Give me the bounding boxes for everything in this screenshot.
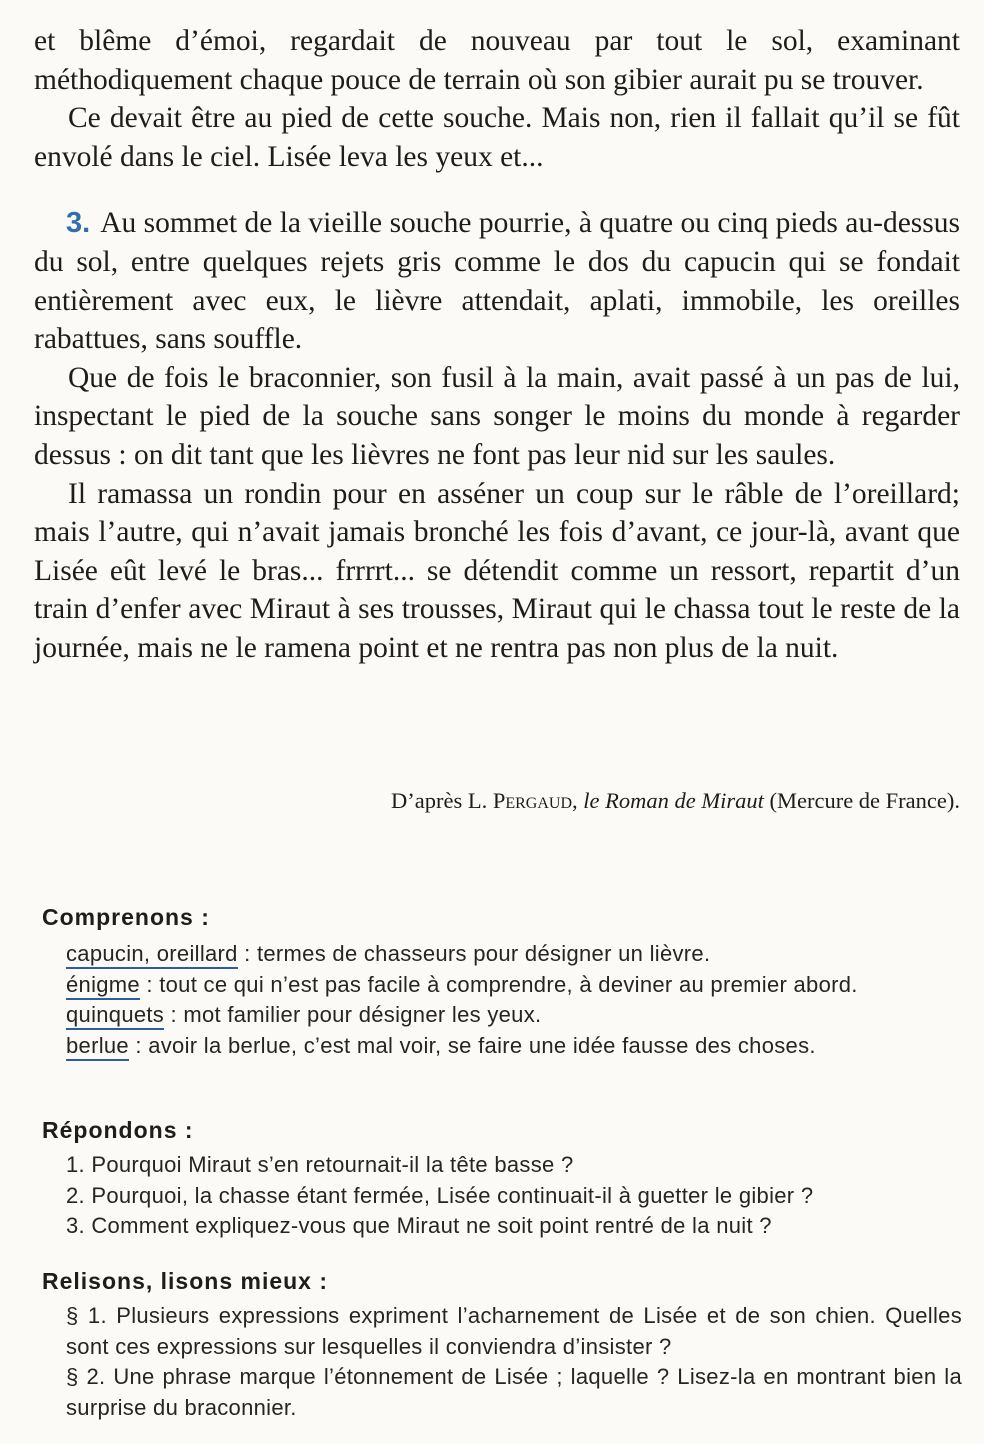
comprenons-heading: Comprenons : (42, 904, 210, 930)
citation-author: Pergaud (492, 788, 573, 813)
paragraph-3-text: Au sommet de la vieille souche pourrie, à quatre ou cinq pieds au-dessus du sol, entre quelques rejets gris comme le dos du capucin qui se fondait entièrement avec eux, le lièvre attendait, aplati, immobile, les oreilles rabattues, sans souffle. (34, 207, 960, 356)
glossary-item (66, 1031, 962, 1062)
glossary-item (66, 970, 962, 1001)
reading-exercises (66, 1301, 962, 1423)
citation-title: le Roman de Miraut (583, 788, 764, 813)
repondons-heading: Répondons : (42, 1117, 194, 1143)
exercise-item: § 1. Plusieurs expressions expriment l’acharnement de Lisée et de son chien. Quelles sont ces expressions sur lesquelles il conviendra d’insister ? (66, 1303, 962, 1359)
glossary-term: quinquets (66, 1002, 164, 1030)
glossary-term: capucin, oreillard (66, 941, 238, 969)
paragraph-1: et blême d’émoi, regardait de nouveau par tout le sol, examinant méthodiquement chaque pouce de terrain où son gibier aurait pu se trouver. (34, 25, 960, 96)
questions-list (66, 1150, 962, 1242)
glossary-term: berlue (66, 1033, 129, 1061)
paragraph-5: Il ramassa un rondin pour en asséner un coup sur le râble de l’oreillard; mais l’autre, qui n’avait jamais bronché les fois d’avant, ce jour-là, avant que Lisée eût levé le bras... frrrrt... se détendit comme un ressort, repartit d’un train d’enfer avec Miraut à ses trousses, Miraut qui le chassa tout le reste de la journée, mais ne le ramena point et ne rentra pas non plus de la nuit. (34, 477, 960, 664)
citation-separator: , (572, 788, 584, 813)
glossary-item (66, 1000, 962, 1031)
question-item: 3. Comment expliquez-vous que Miraut ne soit point rentré de la nuit ? (66, 1213, 772, 1238)
story-passage (34, 22, 960, 668)
section-number: 3. (66, 207, 91, 240)
question-item: 1. Pourquoi Miraut s’en retournait-il la tête basse ? (66, 1152, 574, 1177)
glossary-definition: : tout ce qui n’est pas facile à comprendre, à deviner au premier abord. (139, 971, 858, 997)
paragraph-4: Que de fois le braconnier, son fusil à la main, avait passé à un pas de lui, inspectant le pied de la souche sans songer le moins du monde à regarder dessus : on dit tant que les lièvres ne font pas leur nid sur les saules. (34, 361, 960, 471)
glossary-definition: : mot familier pour désigner les yeux. (164, 1002, 542, 1027)
citation-prefix: D’après L. (390, 788, 493, 813)
glossary-term: énigme (66, 972, 140, 1000)
glossary (66, 939, 962, 1061)
glossary-item (66, 939, 962, 970)
citation-publisher: (Mercure de France). (763, 788, 960, 813)
question-item: 2. Pourquoi, la chasse étant fermée, Lisée continuait-il à guetter le gibier ? (66, 1182, 814, 1208)
source-citation (391, 788, 960, 814)
glossary-definition: : avoir la berlue, c’est mal voir, se faire une idée fausse des choses. (128, 1032, 816, 1058)
relisons-heading: Relisons, lisons mieux : (42, 1268, 329, 1294)
paragraph-3 (34, 204, 960, 358)
paragraph-2: Ce devait être au pied de cette souche. Mais non, rien il fallait qu’il se fût envolé dans le ciel. Lisée leva les yeux et... (34, 102, 960, 173)
glossary-definition: : termes de chasseurs pour désigner un lièvre. (237, 941, 711, 966)
exercise-item: § 2. Une phrase marque l’étonnement de Lisée ; laquelle ? Lisez-la en montrant bien la surprise du braconnier. (66, 1364, 962, 1420)
